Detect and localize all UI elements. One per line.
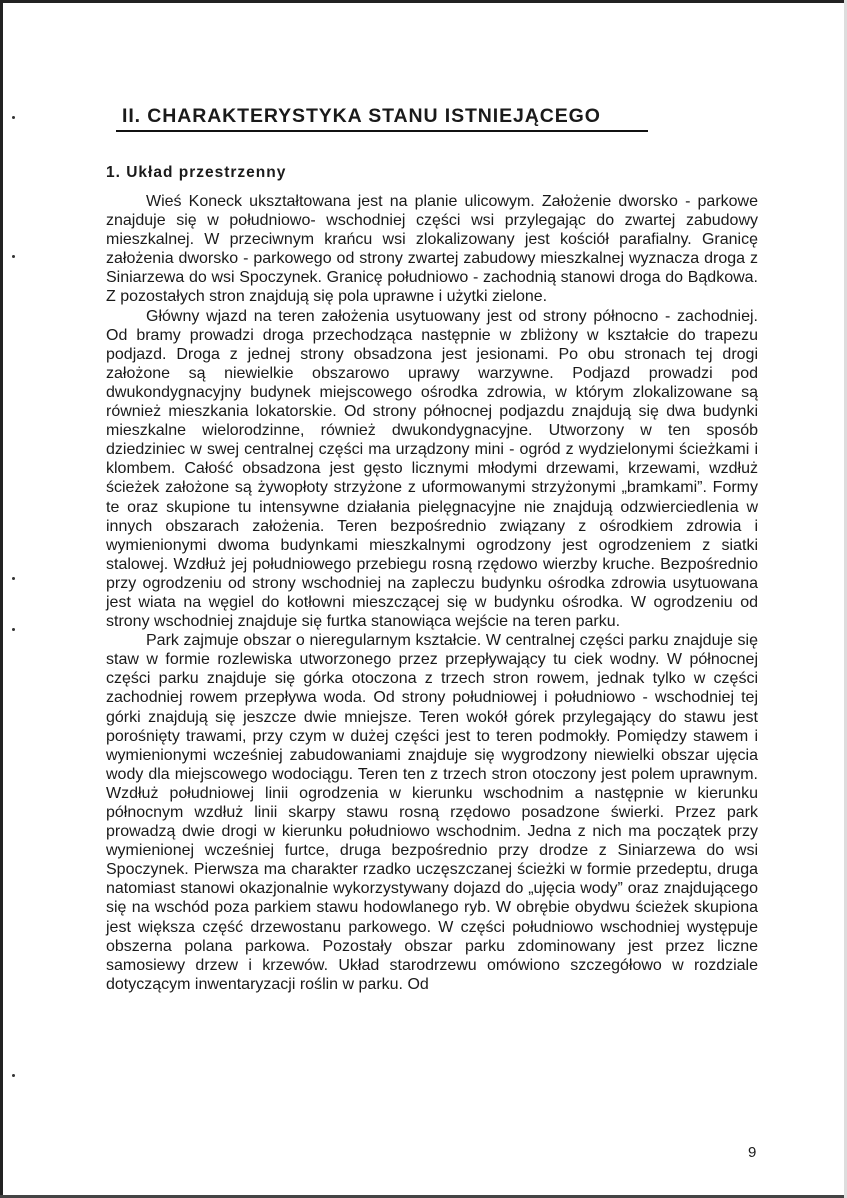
chapter-heading: II. CHARAKTERYSTYKA STANU ISTNIEJĄCEGO <box>122 105 601 127</box>
scan-border-left <box>0 0 3 1198</box>
page-number: 9 <box>748 1144 757 1161</box>
paragraph: Główny wjazd na teren założenia usytuowany jest od strony północno - zachodniej. Od bramy prowadzi droga przechodząca następnie w zbliżony w kształcie do trapezu podjazd. Droga z jednej strony obsadzona jest jesionami. Po obu stronach tej drogi założone są niewielkie obszarowo uprawy warzywne. Podjazd prowadzi pod dwukondygnacyjny budynek miejscowego ośrodka zdrowia, w którym zlokalizowane są również mieszkania lokatorskie. Od strony północnej podjazdu znajdują się dwa budynki mieszkalne wielorodzinne, również dwukondygnacyjne. Utworzony w ten sposób dziedziniec w swej centralnej części ma urządzony mini - ogród z wydzielonymi ścieżkami i klombem. Całość obsadzona jest gęsto licznymi młodymi drzewami, krzewami, wzdłuż ścieżek założone są żywopłoty strzyżone z uformowanymi strzyżonymi „bramkami”. Formy te oraz skupione tu intensywne działania pielęgnacyjne nie znajdują odzwierciedlenia w innych obszarach założenia. Teren bezpośrednio związany z ośrodkiem zdrowia i wymienionymi dwoma budynkami mieszkalnymi ogrodzony jest ogrodzeniem z siatki stalowej. Wzdłuż jej południowego przebiegu rosną rzędowo wierzby kruche. Bezpośrednio przy ogrodzeniu od strony wschodniej na zapleczu budynku ośrodka zdrowia usytuowana jest wiata na węgiel do kotłowni mieszczącej się w budynku ośrodka. W ogrodzeniu od strony wschodniej znajduje się furtka stanowiąca wejście na teren parku. <box>106 307 758 631</box>
paragraph: Wieś Koneck ukształtowana jest na planie ulicowym. Założenie dworsko - parkowe znajduje się w południowo- wschodniej części wsi przylegając do zwartej zabudowy mieszkalnej. W przeciwnym krańcu wsi zlokalizowany jest kościół parafialny. Granicę założenia dworsko - parkowego od strony zwartej zabudowy mieszkalnej wyznacza droga z Siniarzewa do wsi Spoczynek. Granicę południowo - zachodnią stanowi droga do Bądkowa. Z pozostałych stron znajdują się pola uprawne i użytki zielone. <box>106 193 758 306</box>
scan-speck <box>12 577 15 580</box>
scan-speck <box>12 628 15 631</box>
heading-underline <box>116 130 648 132</box>
section-heading: 1. Układ przestrzenny <box>106 164 287 181</box>
scan-border-top <box>0 0 847 3</box>
scan-speck <box>12 116 15 119</box>
scan-speck <box>12 1074 15 1077</box>
body-text <box>106 192 758 994</box>
paragraph: Park zajmuje obszar o nieregularnym kształcie. W centralnej części parku znajduje się staw w formie rozlewiska utworzonego przez przepływający tu ciek wodny. W północnej części parku znajduje się górka otoczona z trzech stron rowem, jednak tylko w części zachodniej rowem przepływa woda. Od strony południowej i południowo - wschodniej tej górki znajdują się jeszcze dwie mniejsze. Teren wokół górek przylegający do stawu jest porośnięty trawami, przy czym w dużej części jest to teren podmokły. Pomiędzy stawem i wymienionymi wcześniej zabudowaniami znajduje się wygrodzony niewielki obszar ujęcia wody dla miejscowego wodociągu. Teren ten z trzech stron otoczony jest polem uprawnym. Wzdłuż południowej linii ogrodzenia w kierunku wschodnim a następnie w kierunku północnym wzdłuż linii skarpy stawu rosną rzędowo posadzone świerki. Przez park prowadzą dwie drogi w kierunku południowo wschodnim. Jedna z nich ma początek przy wymienionej wcześniej furtce, druga bezpośrednio przy drodze z Siniarzewa do wsi Spoczynek. Pierwsza ma charakter rzadko uczęszczanej ścieżki w formie przedeptu, druga natomiast stanowi okazjonalnie wykorzystywany dojazd do „ujęcia wody” oraz znajdującego się na wschód poza parkiem stawu hodowlanego ryb. W obrębie obydwu ścieżek skupiona jest większa część drzewostanu parkowego. W części południowo wschodniej występuje obszerna polana parkowa. Pozostały obszar parku zdominowany jest przez liczne samosiewy drzew i krzewów. Układ starodrzewu omówiono szczegółowo w rozdziale dotyczącym inwentaryzacji roślin w parku. Od <box>106 632 758 993</box>
scan-speck <box>12 255 15 258</box>
